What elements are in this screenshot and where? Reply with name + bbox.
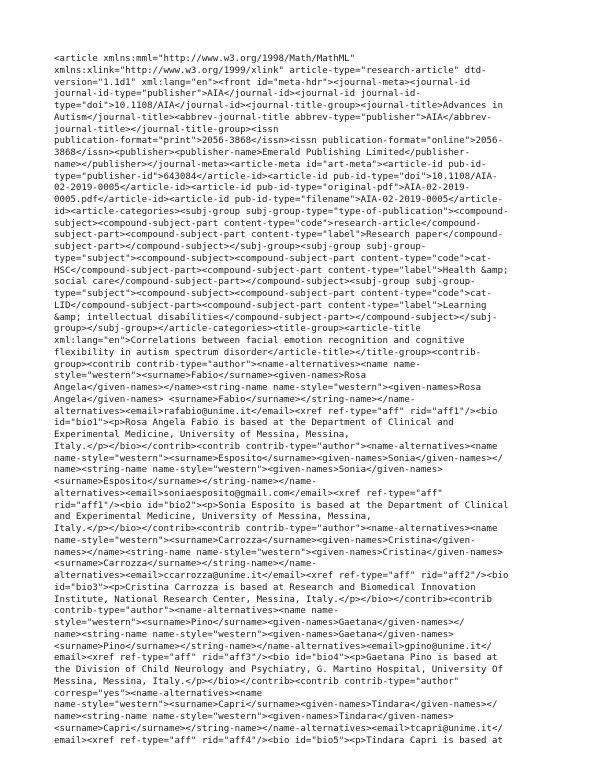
- document-page: [54, 54, 549, 747]
- text-line: LID</compound-subject-part><compound-subject-part content-type="label">Learning: [54, 300, 487, 311]
- text-line: the Division of Child Neurology and Psychiatry, G. Martino Hospital, University Of: [54, 665, 503, 675]
- text-line: xmlns:xlink="http://www.w3.org/1999/xlink" article-type="research-article" dtd-: [54, 65, 487, 76]
- text-line: 0005.pdf</article-id><article-id pub-id-type="filename">AIA-02-2019-0005</article-: [54, 195, 503, 205]
- text-line: id="bio1"><p>Rosa Angela Fabio is based at the Department of Clinical and: [54, 418, 454, 429]
- text-line: journal-title></journal-title-group><issn: [54, 124, 279, 135]
- text-line: subject-part></compound-subject></subj-group><subj-group subj-group-: [54, 242, 427, 252]
- text-line: name></publisher></journal-meta><article-meta id="art-meta"><article-id pub-id-: [54, 159, 487, 170]
- text-line: group></subj-group></article-categories><title-group><article-title: [54, 324, 421, 335]
- text-line: Italy.</p></bio></contrib><contrib contrib-type="author"><name-alternatives><name: [54, 524, 498, 534]
- text-line: email><xref ref-type="aff" rid="aff3"/><bio id="bio4"><p>Gaetana Pino is based at: [54, 653, 498, 664]
- text-line: journal-id-type="publisher">AIA</journal-id><journal-id journal-id-: [54, 89, 421, 100]
- text-line: type="publisher-id">643084</article-id><article-id pub-id-type="doi">10.1108/AIA-: [54, 171, 498, 182]
- text-line: id><article-categories><subj-group subj-group-type="type-of-publication"><compound-: [54, 206, 509, 217]
- text-line: subject><compound-subject-part content-type="code">research-article</compound-: [54, 218, 482, 229]
- text-line: <surname>Capri</surname></string-name></name-alternatives><email>tcapri@unime.it</: [54, 723, 503, 734]
- text-line: name-style="western"><surname>Carrozza</surname><given-names>Cristina</given-: [54, 535, 476, 546]
- text-line: &amp; intellectual disabilities</compound-subject-part></compound-subject></subj-: [54, 312, 498, 323]
- text-line: Angela</given-names> <surname>Fabio</surname></string-name></name-: [54, 394, 416, 405]
- text-line: name><string-name name-style="western"><given-names>Gaetana</given-names>: [54, 629, 454, 640]
- text-line: style="western"><surname>Fabio</surname><given-names>Rosa: [54, 371, 367, 382]
- text-line: id="bio3"><p>Cristina Carrozza is based at Research and Biomedical Innovation: [54, 582, 476, 593]
- text-line: name-style="western"><surname>Capri</surname><given-names>Tindara</given-names></: [54, 700, 498, 711]
- text-line: social care</compound-subject-part></compound-subject><subj-group subj-group-: [54, 277, 476, 288]
- text-line: group><contrib contrib-type="author"><name-alternatives><name name-: [54, 359, 421, 370]
- text-line: Italy.</p></bio></contrib><contrib contrib-type="author"><name-alternatives><name: [54, 441, 498, 452]
- text-line: <article xmlns:mml="http://www.w3.org/1998/Math/MathML": [54, 54, 356, 64]
- text-line: corresp="yes"><name-alternatives><name: [54, 688, 263, 699]
- text-line: type="subject"><compound-subject><compound-subject-part content-type="code">cat-: [54, 289, 492, 299]
- text-line: Experimental Medicine, University of Messina, Messina,: [54, 430, 350, 440]
- xml-source-text: [54, 54, 549, 747]
- text-line: HSC</compound-subject-part><compound-subject-part content-type="label">Health &amp;: [54, 265, 509, 276]
- text-line: name-style="western"><surname>Esposito</surname><given-names>Sonia</given-names></: [54, 453, 503, 464]
- text-line: publication-format="print">2056-3868</issn><issn publication-format="online">2056-: [54, 136, 503, 147]
- text-line: name><string-name name-style="western"><given-names>Sonia</given-names>: [54, 465, 443, 476]
- text-line: contrib-type="author"><name-alternatives><name name-: [54, 606, 339, 617]
- text-line: and Experimental Medicine, University of Messina, Messina,: [54, 512, 372, 523]
- text-line: 3868</issn><publisher><publisher-name>Emerald Publishing Limited</publisher-: [54, 148, 471, 158]
- text-line: Autism</journal-title><abbrev-journal-title abbrev-type="publisher">AIA</abbrev-: [54, 112, 492, 123]
- text-line: xml:lang="en">Correlations between facial emotion recognition and cognitive: [54, 336, 465, 346]
- text-line: Institute, National Research Center, Messina, Italy.</p></bio></contrib><contrib: [54, 594, 492, 605]
- text-line: <surname>Pino</surname></string-name></name-alternatives><email>gpino@unime.it</: [54, 641, 492, 652]
- text-line: <surname>Carrozza</surname></string-name></name-: [54, 559, 317, 570]
- text-line: rid="aff1"/><bio id="bio2"><p>Sonia Esposito is based at the Department of Clinical: [54, 500, 509, 511]
- text-line: flexibility in autism spectrum disorder</article-title></title-group><contrib-: [54, 347, 482, 358]
- text-line: names></name><string-name name-style="western"><given-names>Cristina</given-names>: [54, 547, 503, 558]
- text-line: version="1.1d1" xml:lang="en"><front id="meta-hdr"><journal-meta><journal-id: [54, 77, 471, 88]
- text-line: style="western"><surname>Pino</surname><given-names>Gaetana</given-names></: [54, 618, 465, 628]
- text-line: Angela</given-names></name><string-name name-style="western"><given-names>Rosa: [54, 383, 482, 393]
- text-line: type="subject"><compound-subject><compound-subject-part content-type="code">cat-: [54, 253, 492, 264]
- text-line: subject-part><compound-subject-part content-type="label">Research paper</compound-: [54, 230, 503, 241]
- text-line: type="doi">10.1108/AIA</journal-id><journal-title-group><journal-title>Advances in: [54, 101, 503, 111]
- text-line: alternatives><email>soniaesposito@gmail.com</email><xref ref-type="aff": [54, 488, 443, 499]
- text-line: <surname>Esposito</surname></string-name></name-: [54, 477, 317, 487]
- text-line: Messina, Messina, Italy.</p></bio></contrib><contrib contrib-type="author": [54, 676, 460, 687]
- text-line: alternatives><email>ccarrozza@unime.it</email><xref ref-type="aff" rid="aff2"/><bio: [54, 571, 509, 581]
- text-line: alternatives><email>rafabio@unime.it</email><xref ref-type="aff" rid="aff1"/><bio: [54, 406, 498, 417]
- text-line: email><xref ref-type="aff" rid="aff4"/><bio id="bio5"><p>Tindara Capri is based at: [54, 735, 503, 746]
- text-line: 02-2019-0005</article-id><article-id pub-id-type="original-pdf">AIA-02-2019-: [54, 183, 471, 194]
- text-line: name><string-name name-style="western"><given-names>Tindara</given-names>: [54, 712, 454, 722]
